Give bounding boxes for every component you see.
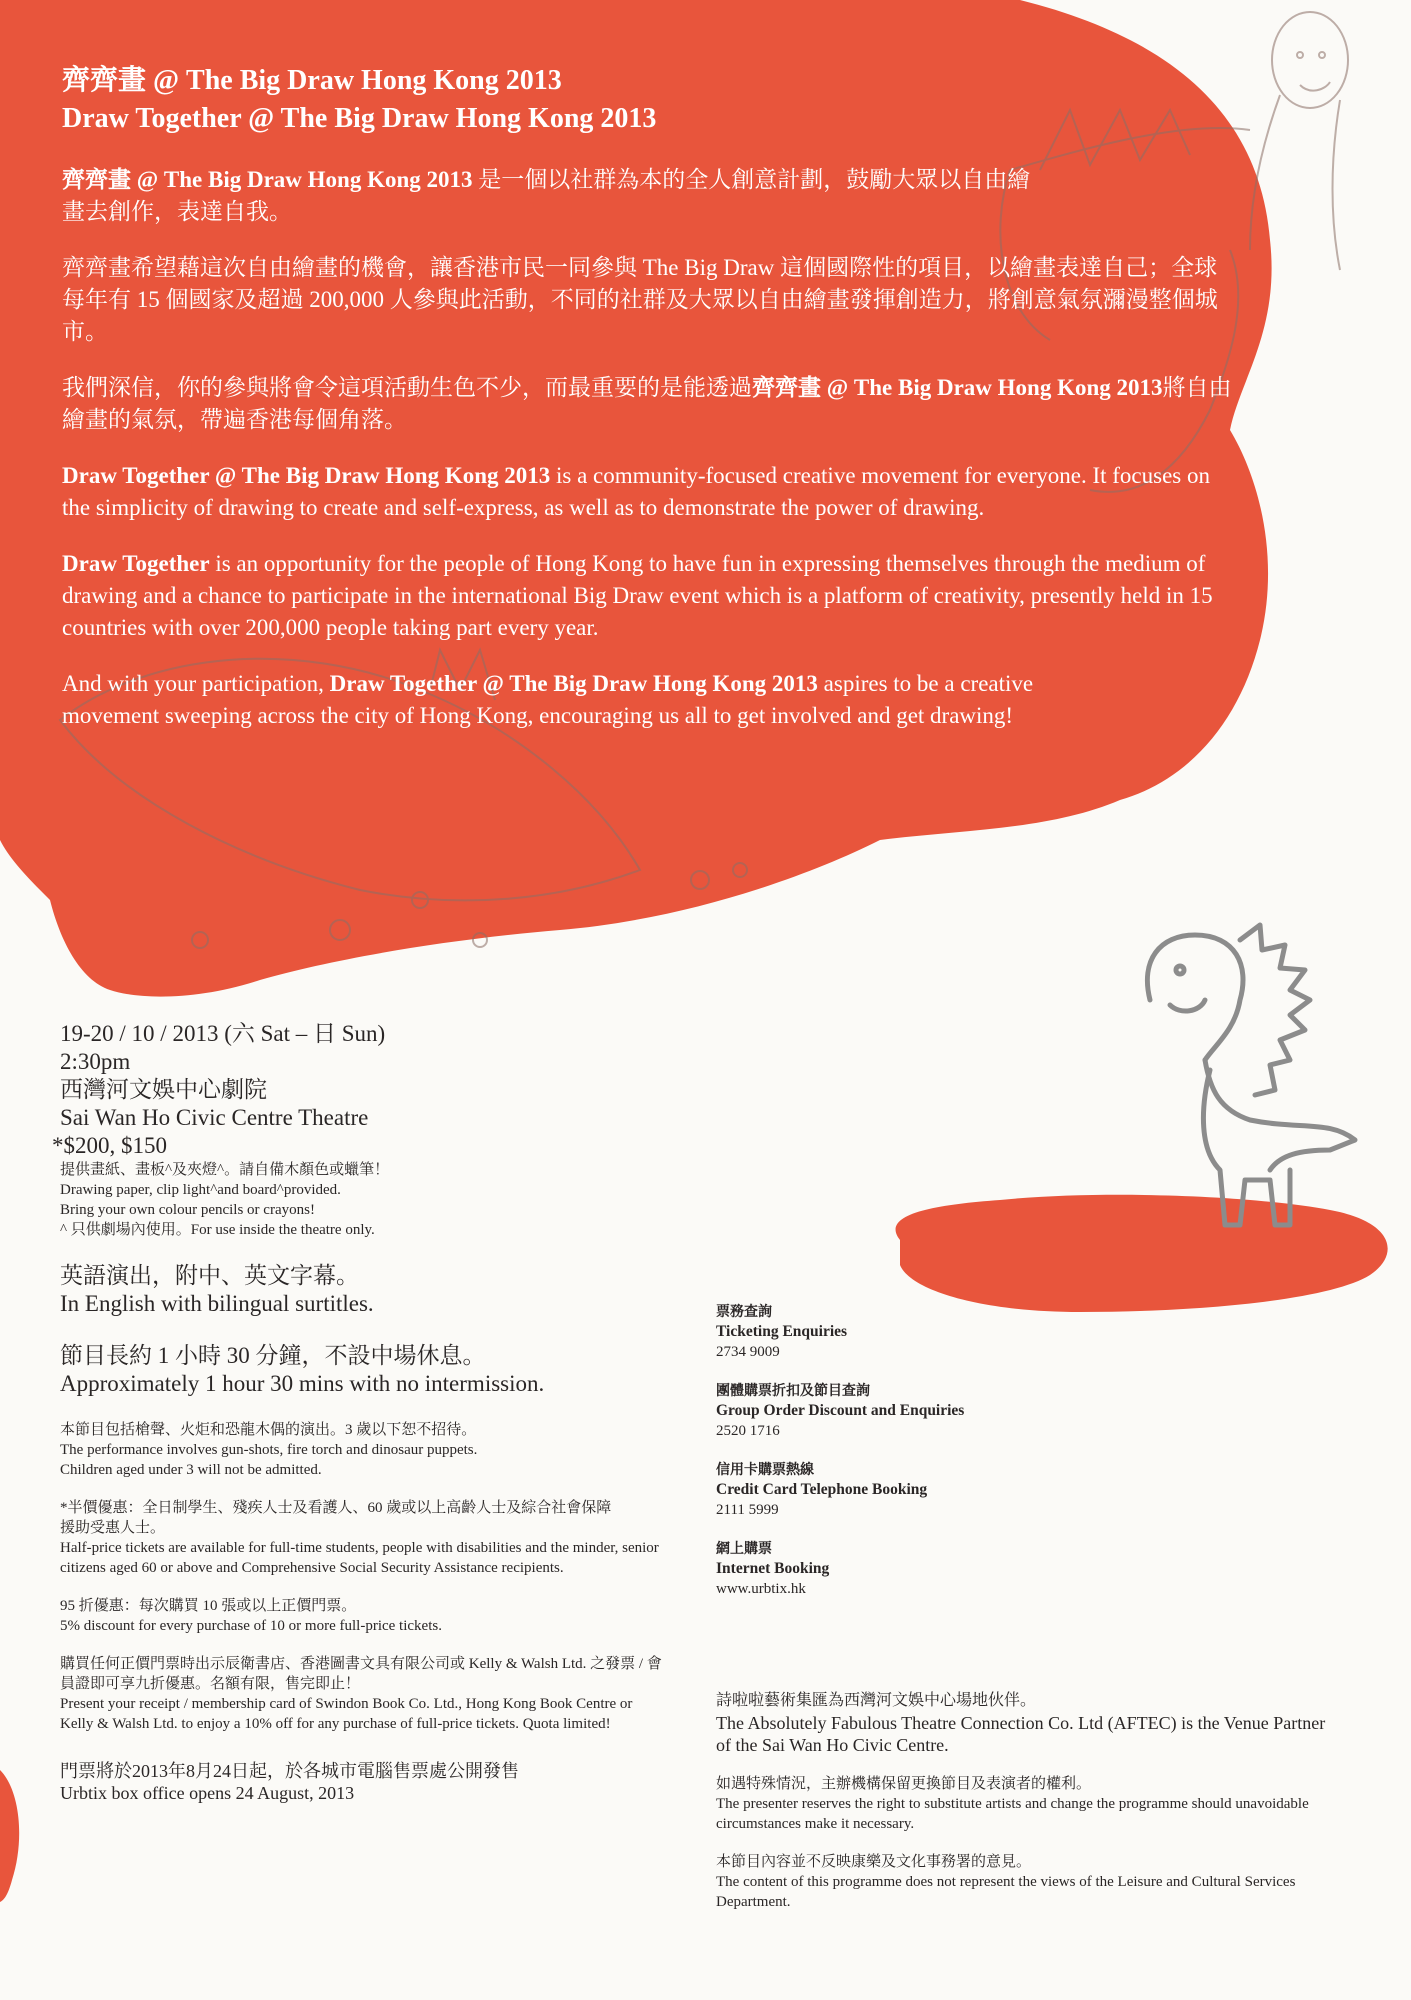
intro-p1-text: 是一個以社群為本的全人創意計劃，鼓勵大眾以自由繪畫去創作，表達自我。: [62, 167, 1031, 224]
half-price-en: Half-price tickets are available for full-time students, people with disabilities and the minder, senior citizens aged 60 or above and Comprehensive Social Security Assistance recipients.: [60, 1540, 659, 1576]
receipt-zh: 購買任何正價門票時出示辰衛書店、香港圖書文具有限公司或 Kelly & Walsh Ltd. 之發票 / 會員證即可享九折優惠。名額有限，售完即止！: [60, 1656, 662, 1692]
receipt-offer-info: [60, 1654, 700, 1734]
receipt-en: Present your receipt / membership card of Swindon Book Co. Ltd., Hong Kong Book Centre or Kelly & Walsh Ltd. to enjoy a 10% off for any purchase of full-price tickets. Quota limited!: [60, 1696, 633, 1732]
warning-info: [60, 1420, 700, 1480]
title-en: Draw Together @ The Big Draw Hong Kong 2013: [62, 103, 657, 134]
contact-label-en: Group Order Discount and Enquiries: [716, 1402, 965, 1419]
event-time: 2:30pm: [60, 1049, 131, 1074]
contact-value: 2734 9009: [716, 1344, 780, 1360]
intro-p5-text: is an opportunity for the people of Hong Kong to have fun in expressing themselves through the medium of drawing and a chance to participate in the international Big Draw event which is a platform of creativity, presently held in 15 countries with over 200,000 people taking part every year.: [62, 551, 1213, 640]
intro-paragraph-zh-1: [62, 164, 1042, 228]
contact-value: www.urbtix.hk: [716, 1581, 806, 1597]
intro-p6-bold: Draw Together @ The Big Draw Hong Kong 2013: [329, 671, 818, 696]
intro-p4-text: is a community-focused creative movement for everyone. It focuses on the simplicity of drawing to create and self-express, as well as to demonstrate the power of drawing.: [62, 463, 1210, 520]
partner-section: [716, 1690, 1356, 1912]
intro-p6-text-a: And with your participation,: [62, 671, 330, 696]
intro-p3-text-a: 我們深信，你的參與將會令這項活動生色不少，而最重要的是能透過: [62, 375, 752, 400]
intro-paragraph-en-2: [62, 548, 1242, 644]
duration-en: Approximately 1 hour 30 mins with no intermission.: [60, 1371, 545, 1396]
venue-en: Sai Wan Ho Civic Centre Theatre: [60, 1105, 369, 1130]
provided-zh: 提供畫紙、畫板^及夾燈^。請自備木顏色或蠟筆！: [60, 1162, 390, 1178]
venue-zh: 西灣河文娛中心劇院: [60, 1077, 267, 1102]
contact-label-zh: 團體購票折扣及節目查詢: [716, 1384, 870, 1399]
provided-en-2: Bring your own colour pencils or crayons!: [60, 1202, 315, 1218]
orange-edge-shape: [0, 1770, 19, 1902]
reserve-en: The presenter reserves the right to substitute artists and change the programme should unavoidable circumstances make it necessary.: [716, 1796, 1309, 1832]
contacts-section: [716, 1303, 1356, 1619]
contact-label-zh: 網上購票: [716, 1542, 772, 1557]
event-details: [52, 1020, 700, 1240]
warning-en-2: Children aged under 3 will not be admitted.: [60, 1462, 322, 1478]
discount-info: [60, 1596, 700, 1636]
contact-credit-card: [716, 1461, 1356, 1520]
contact-internet: [716, 1540, 1356, 1599]
views-info: [716, 1852, 1356, 1912]
intro-paragraph-en-1: [62, 460, 1242, 524]
intro-paragraph-en-3: [62, 668, 1082, 732]
half-price-info: [60, 1498, 700, 1578]
event-info-section: [52, 1020, 700, 1804]
reserve-info: [716, 1774, 1356, 1834]
contact-label-zh: 信用卡購票熱線: [716, 1463, 814, 1478]
title-block: [62, 62, 1262, 138]
event-date: 19-20 / 10 / 2013 (六 Sat – 日 Sun): [60, 1021, 386, 1046]
contact-value: 2111 5999: [716, 1502, 779, 1518]
language-info: [60, 1262, 700, 1318]
contact-label-zh: 票務查詢: [716, 1305, 772, 1320]
intro-paragraph-zh-2: 齊齊畫希望藉這次自由繪畫的機會，讓香港市民一同參與 The Big Draw 這個國際性的項目，以繪畫表達自己；全球每年有 15 個國家及超過 200,000 人參與此活動，不同的社群及大眾以自由繪畫發揮創造力，將創意氣氛瀰漫整個城市。: [62, 255, 1218, 344]
partner-zh: 詩啦啦藝術集匯為西灣河文娛中心場地伙伴。: [716, 1692, 1037, 1709]
warning-zh: 本節目包括槍聲、火炬和恐龍木偶的演出。3 歲以下恕不招待。: [60, 1422, 477, 1438]
half-price-zh-1: *半價優惠：全日制學生、殘疾人士及看護人、60 歲或以上高齡人士及綜合社會保障: [60, 1500, 612, 1516]
intro-p6-text-b: aspires to be a creative movement sweeping across the city of Hong Kong, encouraging us all to get involved and get drawing!: [62, 671, 1034, 728]
title-zh: 齊齊畫 @ The Big Draw Hong Kong 2013: [62, 65, 562, 96]
warning-en-1: The performance involves gun-shots, fire torch and dinosaur puppets.: [60, 1442, 478, 1458]
views-zh: 本節目內容並不反映康樂及文化事務署的意見。: [716, 1854, 1032, 1870]
intro-p5-bold: Draw Together: [62, 551, 210, 576]
duration-zh: 節目長約 1 小時 30 分鐘，不設中場休息。: [60, 1343, 486, 1368]
contact-ticketing: [716, 1303, 1356, 1362]
intro-section: [62, 62, 1262, 756]
discount-zh: 95 折優惠：每次購買 10 張或以上正價門票。: [60, 1598, 357, 1614]
dinosaur-drawing-icon: [1147, 925, 1355, 1225]
intro-p3-text-b: 將自由繪畫的氣氛，帶遍香港每個角落。: [62, 375, 1232, 432]
provided-en-1: Drawing paper, clip light^and board^provided.: [60, 1182, 341, 1198]
reserve-zh: 如遇特殊情況，主辦機構保留更換節目及表演者的權利。: [716, 1776, 1092, 1792]
orange-blob-shape: [896, 1195, 1388, 1312]
partner-en: The Absolutely Fabulous Theatre Connection Co. Ltd (AFTEC) is the Venue Partner of the Sai Wan Ho Civic Centre.: [716, 1713, 1326, 1755]
views-en: The content of this programme does not represent the views of the Leisure and Cultural Services Department.: [716, 1874, 1296, 1910]
intro-paragraph-zh-3: [62, 372, 1252, 436]
box-office-info: [60, 1760, 700, 1804]
intro-p3-bold: 齊齊畫 @ The Big Draw Hong Kong 2013: [752, 375, 1163, 400]
contact-label-en: Internet Booking: [716, 1560, 830, 1577]
discount-en: 5% discount for every purchase of 10 or more full-price tickets.: [60, 1618, 442, 1634]
language-en: In English with bilingual surtitles.: [60, 1291, 374, 1316]
language-zh: 英語演出，附中、英文字幕。: [60, 1263, 359, 1288]
box-office-en: Urbtix box office opens 24 August, 2013: [60, 1783, 355, 1803]
contact-group-order: [716, 1382, 1356, 1441]
box-office-zh: 門票將於2013年8月24日起，於各城市電腦售票處公開發售: [60, 1761, 519, 1781]
partner-info: [716, 1690, 1356, 1756]
contact-value: 2520 1716: [716, 1423, 780, 1439]
intro-p1-bold: 齊齊畫 @ The Big Draw Hong Kong 2013: [62, 167, 473, 192]
theatre-only-note: ^ 只供劇場內使用。For use inside the theatre only.: [60, 1222, 375, 1238]
half-price-zh-2: 援助受惠人士。: [60, 1520, 166, 1536]
duration-info: [60, 1342, 700, 1398]
ticket-price: *$200, $150: [52, 1133, 167, 1158]
contact-label-en: Credit Card Telephone Booking: [716, 1481, 928, 1498]
contact-label-en: Ticketing Enquiries: [716, 1323, 848, 1340]
intro-p4-bold: Draw Together @ The Big Draw Hong Kong 2013: [62, 463, 551, 488]
